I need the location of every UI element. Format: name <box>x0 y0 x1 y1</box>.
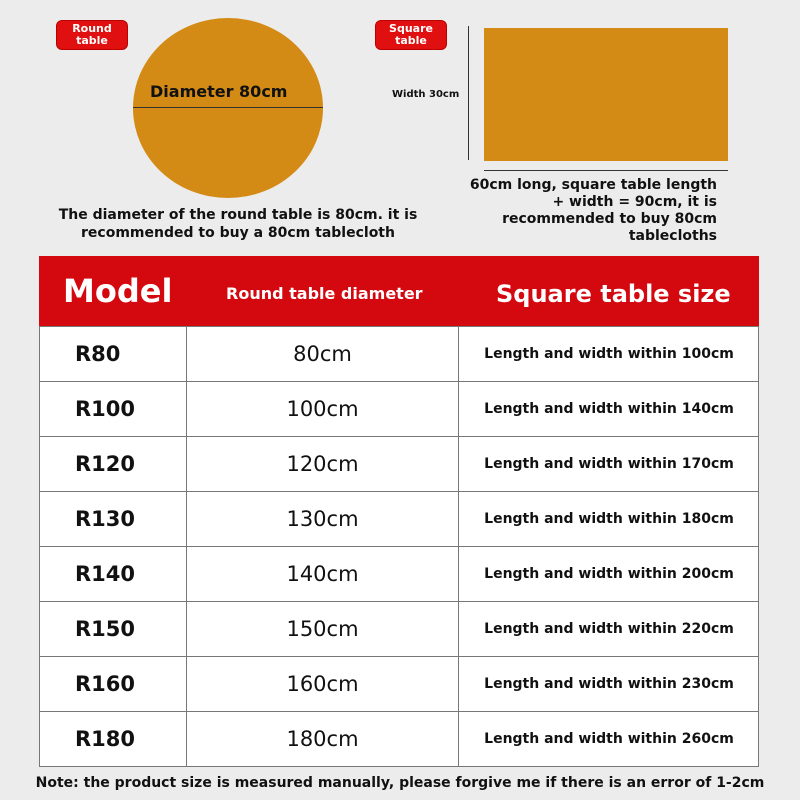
square-tag-line1: Square <box>389 22 433 35</box>
square-table-shape <box>484 28 728 161</box>
round-diameter-cell: 80cm <box>187 327 459 381</box>
round-diameter-cell: 140cm <box>187 547 459 601</box>
model-cell: R80 <box>39 327 187 381</box>
round-tag-line2: table <box>76 34 108 47</box>
table-row <box>39 546 759 601</box>
diameter-label: Diameter 80cm <box>150 82 288 101</box>
model-cell: R120 <box>39 437 187 491</box>
square-size-cell: Length and width within 140cm <box>484 401 734 417</box>
round-diameter-cell: 180cm <box>187 712 459 766</box>
round-diameter-cell: 120cm <box>187 437 459 491</box>
width-dimension-line <box>468 26 469 160</box>
length-dimension-line <box>484 170 728 171</box>
round-diameter-cell: 150cm <box>187 602 459 656</box>
square-table-description: 60cm long, square table length + width = 90cm, it is recommended to buy 80cm tablecloths <box>469 177 717 244</box>
square-size-cell: Length and width within 100cm <box>484 346 734 362</box>
model-cell: R100 <box>39 382 187 436</box>
round-table-tag <box>57 21 127 49</box>
table-row <box>39 381 759 436</box>
round-diameter-cell: 130cm <box>187 492 459 546</box>
header-round-diameter: Round table diameter <box>226 284 423 303</box>
round-tag-line1: Round <box>72 22 112 35</box>
round-diameter-cell: 100cm <box>187 382 459 436</box>
model-cell: R130 <box>39 492 187 546</box>
width-label: Width 30cm <box>392 89 460 100</box>
footer-note: Note: the product size is measured manually, please forgive me if there is an error of 1-2cm <box>35 775 765 791</box>
square-size-cell: Length and width within 170cm <box>484 456 734 472</box>
model-cell: R140 <box>39 547 187 601</box>
table-row <box>39 656 759 711</box>
header-square-size: Square table size <box>496 280 731 308</box>
square-table-tag <box>376 21 446 49</box>
square-size-cell: Length and width within 180cm <box>484 511 734 527</box>
round-diameter-cell: 160cm <box>187 657 459 711</box>
square-size-cell: Length and width within 200cm <box>484 566 734 582</box>
round-table-description: The diameter of the round table is 80cm. it is recommended to buy a 80cm tablecloth <box>58 207 418 241</box>
square-tag-line2: table <box>395 34 427 47</box>
table-row <box>39 491 759 546</box>
model-cell: R160 <box>39 657 187 711</box>
table-row <box>39 601 759 656</box>
model-cell: R180 <box>39 712 187 766</box>
header-model: Model <box>63 272 173 310</box>
square-size-cell: Length and width within 220cm <box>484 621 734 637</box>
table-header <box>39 256 759 326</box>
diameter-line <box>133 107 323 108</box>
model-cell: R150 <box>39 602 187 656</box>
table-row <box>39 711 759 766</box>
table-row <box>39 326 759 381</box>
table-row <box>39 436 759 491</box>
square-size-cell: Length and width within 230cm <box>484 676 734 692</box>
round-table-shape <box>133 18 323 198</box>
square-size-cell: Length and width within 260cm <box>484 731 734 747</box>
